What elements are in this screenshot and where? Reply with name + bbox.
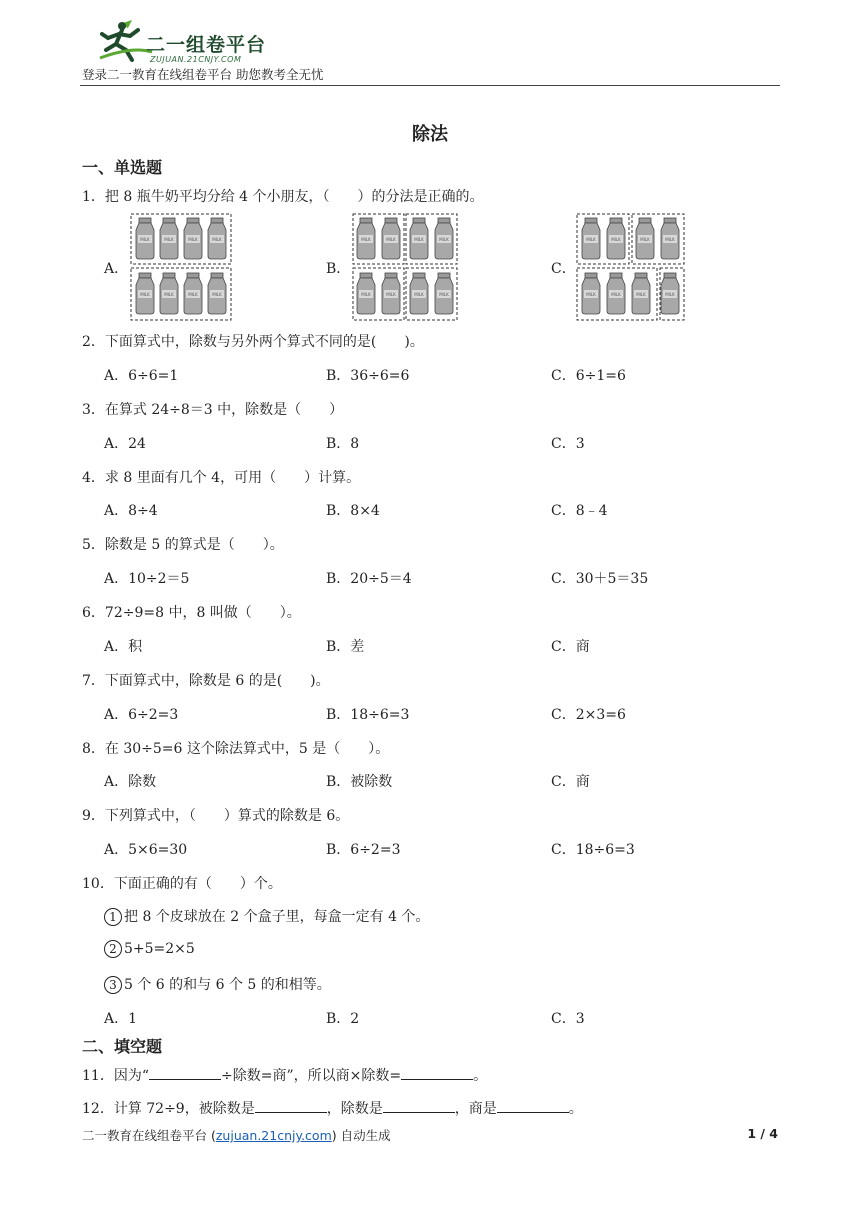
question-7: 7．下面算式中，除数是 6 的是( )。 (82, 673, 330, 689)
svg-text:MILK: MILK (439, 237, 449, 242)
milk-bottle-icon (636, 218, 654, 259)
milk-bottle-icon (184, 273, 202, 314)
logo-subtitle: ZUJUAN.21CNJY.COM (150, 55, 242, 64)
q12-blank-dividend[interactable] (255, 1098, 327, 1113)
q8-option-a: A．除数 (104, 774, 157, 790)
q3-option-a: A．24 (104, 436, 146, 452)
q1-option-a-milk-groups-image (130, 213, 232, 321)
question-8: 8．在 30÷5=6 这个除法算式中，5 是（ ）。 (82, 741, 390, 757)
header-divider (80, 85, 780, 86)
q5-option-c: C．30＋5＝35 (551, 571, 649, 587)
logo-text: 二一组卷平台 (146, 34, 267, 56)
question-6: 6．72÷9=8 中，8 叫做（ ）。 (82, 605, 301, 621)
page-title: 除法 (412, 124, 448, 145)
q12-blank-divisor[interactable] (383, 1098, 455, 1113)
svg-text:MILK: MILK (361, 292, 371, 297)
svg-text:MILK: MILK (188, 237, 198, 242)
question-12 (82, 1098, 583, 1118)
svg-text:MILK: MILK (386, 292, 396, 297)
q12-text-2: ，除数是 (326, 1101, 383, 1117)
footer-link[interactable]: zujuan.21cnjy.com (215, 1128, 332, 1143)
svg-text:MILK: MILK (414, 292, 424, 297)
q12-blank-quotient[interactable] (497, 1098, 569, 1113)
q8-option-c: C．商 (551, 774, 590, 790)
q6-option-a: A．积 (104, 639, 143, 655)
milk-bottle-icon (136, 218, 154, 259)
section-heading-single-choice: 一、单选题 (82, 158, 163, 177)
svg-text:MILK: MILK (640, 237, 650, 242)
circled-number-2: 2 (104, 940, 122, 958)
svg-text:MILK: MILK (586, 237, 596, 242)
q11-text-1: 11．因为“ (82, 1068, 149, 1084)
milk-bottle-icon (160, 218, 178, 259)
q7-option-c: C．2×3=6 (551, 707, 626, 723)
svg-text:MILK: MILK (439, 292, 449, 297)
svg-text:MILK: MILK (636, 292, 646, 297)
header-slogan: 登录二一教育在线组卷平台 助您教考全无忧 (82, 67, 324, 82)
q5-option-a: A．10÷2＝5 (104, 571, 190, 587)
q9-option-c: C．18÷6=3 (551, 842, 635, 858)
svg-text:MILK: MILK (414, 237, 424, 242)
page-number: 1 / 4 (747, 1126, 778, 1141)
svg-text:MILK: MILK (212, 237, 222, 242)
svg-text:MILK: MILK (611, 292, 621, 297)
q10-statement-1 (104, 906, 429, 926)
footer-prefix: 二一教育在线组卷平台 ( (82, 1128, 216, 1143)
q10-option-b: B．2 (326, 1011, 360, 1027)
milk-bottle-icon (607, 273, 625, 314)
milk-bottle-icon (382, 273, 400, 314)
q1-option-a: A． (104, 261, 129, 277)
question-10: 10．下面正确的有（ ）个。 (82, 876, 282, 892)
q11-text-3: 。 (473, 1068, 488, 1084)
q10-option-a: A．1 (104, 1011, 138, 1027)
question-4: 4．求 8 里面有几个 4，可用（ ）计算。 (82, 470, 361, 486)
svg-text:MILK: MILK (164, 237, 174, 242)
footer-source (82, 1126, 391, 1144)
q1-option-b: B． (326, 261, 351, 277)
q4-option-b: B．8×4 (326, 503, 380, 519)
question-2: 2．下面算式中，除数与另外两个算式不同的是( )。 (82, 334, 424, 350)
q7-option-a: A．6÷2=3 (104, 707, 179, 723)
svg-text:MILK: MILK (188, 292, 198, 297)
milk-bottle-icon (661, 273, 679, 314)
milk-bottle-icon (582, 273, 600, 314)
milk-bottle-icon (136, 273, 154, 314)
q2-option-b: B．36÷6=6 (326, 368, 410, 384)
q1-option-c: C． (551, 261, 576, 277)
q10-statement-2-text: 5+5=2×5 (124, 941, 195, 957)
milk-bottle-icon (607, 218, 625, 259)
q11-blank-2[interactable] (401, 1065, 473, 1080)
question-5: 5．除数是 5 的算式是（ ）。 (82, 537, 284, 553)
q1-option-b-milk-groups-image (352, 213, 458, 321)
svg-text:MILK: MILK (212, 292, 222, 297)
section-heading-fill-blank: 二、填空题 (82, 1037, 163, 1056)
q3-option-b: B．8 (326, 436, 360, 452)
svg-text:MILK: MILK (586, 292, 596, 297)
q10-statement-3-text: 5 个 6 的和与 6 个 5 的和相等。 (124, 977, 331, 993)
milk-bottle-icon (435, 218, 453, 259)
milk-bottle-icon (184, 218, 202, 259)
circled-number-3: 3 (104, 976, 122, 994)
circled-number-1: 1 (104, 908, 122, 926)
q12-text-3: ，商是 (454, 1101, 497, 1117)
q5-option-b: B．20÷5＝4 (326, 571, 412, 587)
milk-bottle-icon (435, 273, 453, 314)
q10-statement-3 (104, 974, 331, 994)
q11-blank-1[interactable] (149, 1065, 221, 1080)
milk-bottle-icon (410, 273, 428, 314)
milk-bottle-icon (357, 218, 375, 259)
q1-option-c-milk-groups-image (576, 213, 686, 321)
svg-text:MILK: MILK (361, 237, 371, 242)
q8-option-b: B．被除数 (326, 774, 393, 790)
question-3: 3．在算式 24÷8＝3 中，除数是（ ） (82, 402, 344, 418)
svg-text:MILK: MILK (140, 292, 150, 297)
question-1: 1．把 8 瓶牛奶平均分给 4 个小朋友，（ ）的分法是正确的。 (82, 189, 484, 205)
q10-option-c: C．3 (551, 1011, 585, 1027)
q10-statement-1-text: 把 8 个皮球放在 2 个盒子里，每盒一定有 4 个。 (124, 909, 430, 925)
question-11 (82, 1065, 487, 1085)
milk-bottle-icon (208, 273, 226, 314)
milk-bottle-icon (632, 273, 650, 314)
q2-option-a: A．6÷6=1 (104, 368, 179, 384)
milk-bottle-icon (208, 218, 226, 259)
milk-bottle-icon (582, 218, 600, 259)
svg-text:MILK: MILK (164, 292, 174, 297)
q9-option-a: A．5×6=30 (104, 842, 188, 858)
svg-text:MILK: MILK (611, 237, 621, 242)
milk-bottle-icon (382, 218, 400, 259)
footer-suffix: ) 自动生成 (331, 1128, 391, 1143)
q9-option-b: B．6÷2=3 (326, 842, 401, 858)
svg-text:MILK: MILK (386, 237, 396, 242)
q12-text-4: 。 (568, 1101, 583, 1117)
milk-bottle-icon (160, 273, 178, 314)
q3-option-c: C．3 (551, 436, 585, 452)
milk-bottle-icon (661, 218, 679, 259)
q6-option-b: B．差 (326, 639, 365, 655)
q11-text-2: ÷除数=商”，所以商×除数= (220, 1068, 402, 1084)
q7-option-b: B．18÷6=3 (326, 707, 410, 723)
milk-bottle-icon (357, 273, 375, 314)
svg-text:MILK: MILK (140, 237, 150, 242)
milk-bottle-icon (410, 218, 428, 259)
q4-option-a: A．8÷4 (104, 503, 158, 519)
q4-option-c: C．8﹣4 (551, 503, 608, 519)
q2-option-c: C．6÷1=6 (551, 368, 626, 384)
svg-text:MILK: MILK (665, 237, 675, 242)
question-9: 9．下列算式中，（ ）算式的除数是 6。 (82, 808, 350, 824)
q12-text-1: 12．计算 72÷9，被除数是 (82, 1101, 255, 1117)
q6-option-c: C．商 (551, 639, 590, 655)
svg-text:MILK: MILK (665, 292, 675, 297)
q10-statement-2 (104, 940, 195, 958)
